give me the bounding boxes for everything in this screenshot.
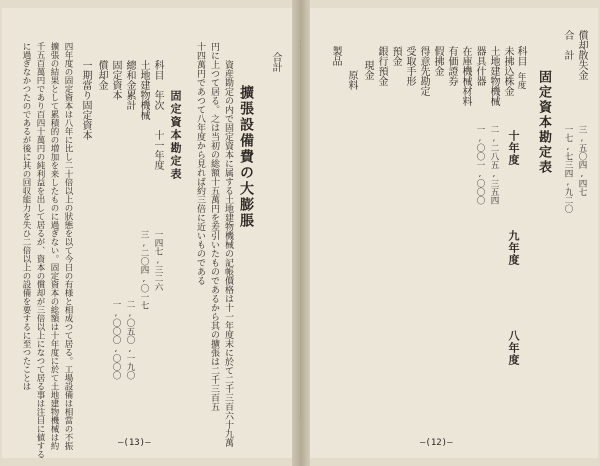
left-para-6: 千五百萬円であり百四十萬円の純利益を出して居るが、資本の償却が三倍以上になつて居る事は注目に値する [35,42,45,459]
left-col-1: 合計 [270,52,281,72]
right-col-11: 假拂金 [432,46,443,76]
right-col-16: 現金 [362,60,373,80]
left-col-10: 固定資本 [110,60,121,100]
left-para-1: 資産勘定の内で固定資本に属する土地建物機械の記帳價格は十一年度末に於て二千三百六十九萬 [223,60,233,447]
right-val-a: 三,五〇四,四七 [577,125,587,196]
book-gutter [292,0,310,466]
right-col-14: 預金 [390,46,401,66]
left-para-7: に過ぎなかつたのであるが後に其の回収能力を失ひ二倍以上の設備を要するに至つたことは [21,42,31,391]
right-val-c: 二,二八五,三五四 [489,125,499,205]
left-table-title: 固定資本勘定表 [169,90,182,181]
right-col-8: 器具什器 [474,46,485,86]
right-year-9: 九年度 [507,230,520,266]
right-year-8: 八年度 [507,330,520,366]
left-page-number: —(13)— [118,438,151,448]
dotted-rule [300,40,301,420]
right-col-9: 在庫機械材料 [460,46,471,106]
left-col-9: 總和金累計 [124,60,135,110]
left-col-11: 償却金 [96,60,107,90]
left-page [2,8,296,458]
right-page-number: —(12)— [420,438,453,448]
left-para-5: 擴張の結果として累積的の増加を来したものに過ぎない。固定資本の総額は十年度に於て土地建物機械は約 [49,42,59,450]
right-col-12: 得意先勘定 [418,46,429,96]
right-col-18: 製品 [330,46,341,66]
right-col-7: 土地建物機械 [488,46,499,106]
right-col-13: 受取手形 [404,46,415,86]
right-col-17: 原料 [346,70,357,90]
left-val-h: 一,〇〇〇,〇〇〇 [111,300,121,380]
left-col-7: 科目 年次 十一年度 [152,60,163,170]
left-col-8: 土地建物機械 [138,60,149,120]
right-col-10: 有価證券 [446,46,457,86]
left-heading: 擴張設備費の大膨脹 [238,85,254,229]
right-val-d: 一,〇〇一,〇〇〇 [475,125,485,205]
right-col-1: 償却散失金 [576,30,587,80]
left-val-g: 二,〇五〇,一九〇 [125,300,135,380]
right-val-b: 一七,七三四,九二〇 [563,125,573,213]
right-year-10: 十年度 [507,130,520,166]
left-para-4: 四年度の固定資本は八年に比し二十倍以上の狀態を以て今日の有様と相成つて居る。工場設備は相當の不振 [63,42,73,450]
right-col-4: 科目 [515,46,526,66]
right-col-2: 合 計 [562,30,573,60]
left-val-f: 三,二〇四,〇一七 [139,230,149,310]
right-col-6: 未拂込株金 [502,46,513,96]
left-val-e: 一四七,三二六 [153,230,163,291]
left-col-12: 一期當り固定資本 [80,60,91,140]
left-para-3: 十四萬円であつて八年度から見れば約三倍に近いものである [195,42,205,285]
right-col-5: 年度 [516,72,526,89]
right-col-15: 銀行預金 [376,46,387,86]
right-table-title: 固定資本勘定表 [536,70,551,175]
left-para-2: 円に上つて居る。之は当初の総額十五萬円を差引いたものであるから其の擴張は二千三百五 [209,42,219,411]
